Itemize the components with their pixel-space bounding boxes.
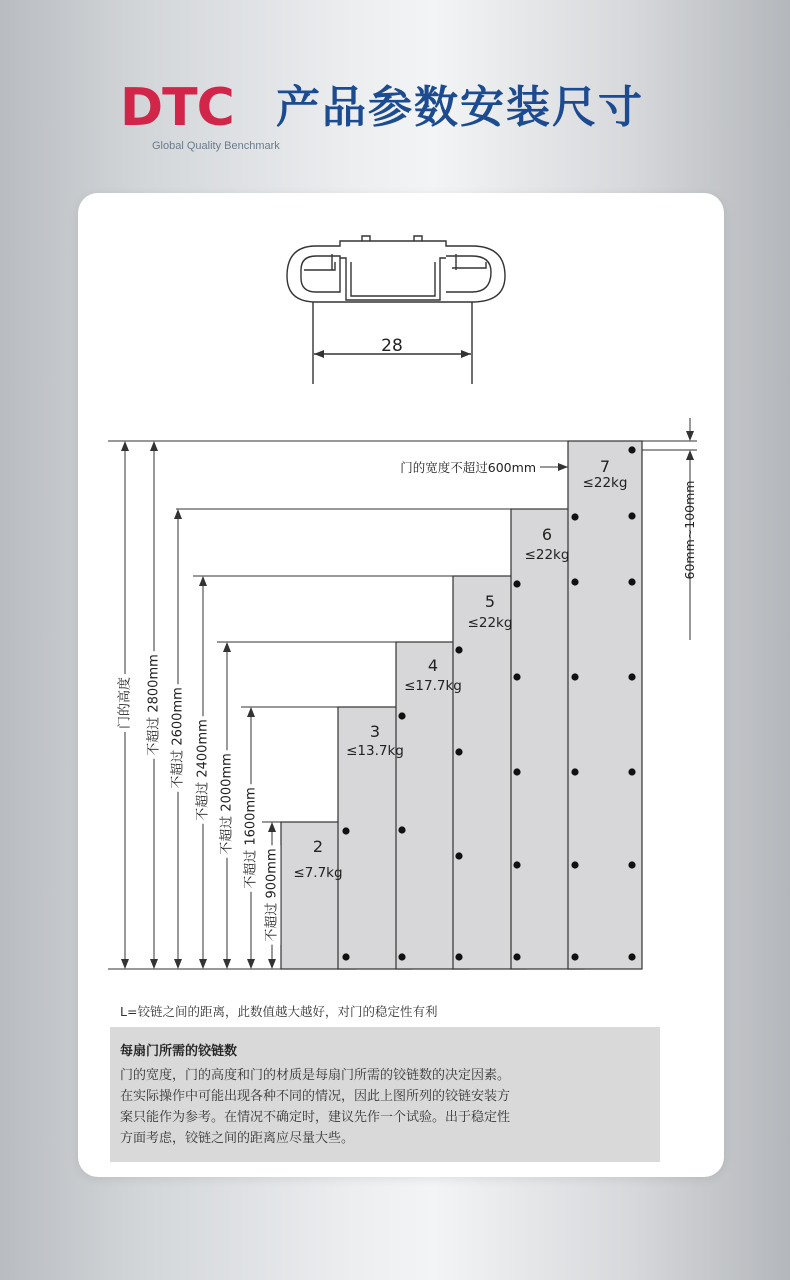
hinge-dot: [571, 768, 578, 775]
hinge-dot: [513, 580, 520, 587]
max-height-label: 不超过 2000mm: [219, 753, 235, 855]
door-panels: [281, 441, 642, 969]
hinge-dot: [398, 953, 405, 960]
hinge-count-label: 4: [427, 656, 439, 675]
weight-label: ≤7.7kg: [293, 865, 343, 881]
max-height-label: 不超过 2400mm: [195, 719, 211, 821]
max-height-label: 不超过 900mm: [264, 848, 280, 942]
hinge-profile-drawing: [287, 236, 505, 384]
hinge-dot: [513, 953, 520, 960]
hinge-count-label: 7: [599, 457, 611, 476]
hinge-count-label: 2: [312, 837, 324, 856]
door-height-label: 门的高度: [117, 676, 133, 730]
weight-label: ≤22kg: [467, 615, 513, 631]
info-box: [110, 1027, 660, 1162]
info-heading: 每扇门所需的铰链数: [120, 1044, 238, 1059]
hinge-dot: [513, 673, 520, 680]
door-width-label: 门的宽度不超过600mm: [400, 460, 536, 475]
weight-label: ≤22kg: [582, 475, 628, 491]
hinge-distance-note: L=铰链之间的距离，此数值越大越好，对门的稳定性有利: [120, 1004, 438, 1019]
hinge-dot: [628, 512, 635, 519]
door-panel-7: [568, 441, 642, 969]
hinge-dot: [342, 827, 349, 834]
hinge-dot: [571, 513, 578, 520]
hinge-dot: [455, 852, 462, 859]
hinge-dot: [628, 578, 635, 585]
weight-label: ≤22kg: [524, 547, 570, 563]
hinge-dot: [398, 826, 405, 833]
max-height-label: 不超过 1600mm: [243, 787, 259, 889]
hinge-dot: [455, 953, 462, 960]
hinge-dot: [628, 768, 635, 775]
page-title: 产品参数安装尺寸: [276, 82, 644, 133]
hinge-dot: [342, 953, 349, 960]
hinge-dot: [628, 861, 635, 868]
hinge-count-label: 6: [541, 525, 553, 544]
hinge-dot: [571, 861, 578, 868]
profile-width-label: 28: [381, 336, 403, 356]
hinge-dot: [455, 748, 462, 755]
hinge-dot: [571, 578, 578, 585]
hinge-dot: [571, 953, 578, 960]
hinge-dot: [513, 768, 520, 775]
hinge-dot: [513, 861, 520, 868]
max-height-label: 不超过 2800mm: [146, 654, 162, 756]
hinge-dot: [455, 646, 462, 653]
hinge-dot: [628, 446, 635, 453]
hinge-dot: [628, 673, 635, 680]
weight-label: ≤13.7kg: [346, 743, 404, 759]
hinge-dot: [628, 953, 635, 960]
dtc-logo: DTC: [120, 78, 234, 138]
logo-tagline: Global Quality Benchmark: [152, 140, 280, 152]
edge-distance-label: 60mm~100mm: [682, 480, 697, 580]
max-height-label: 不超过 2600mm: [170, 687, 186, 789]
height-labels: [116, 651, 281, 944]
hinge-dot: [398, 712, 405, 719]
hinge-count-label: 5: [484, 592, 496, 611]
info-body: 门的宽度，门的高度和门的材质是每扇门所需的铰链数的决定因素。在实际操作中可能出现各种不同的情况，因此上图所列的铰链安装方案只能作为参考。在情况不确定时，建议先作一个试验。出于稳定性方面考虑，铰链之间的距离应尽量大些。: [120, 1068, 511, 1146]
hinge-dot: [571, 673, 578, 680]
hinge-count-label: 3: [369, 722, 381, 741]
weight-label: ≤17.7kg: [404, 678, 462, 694]
